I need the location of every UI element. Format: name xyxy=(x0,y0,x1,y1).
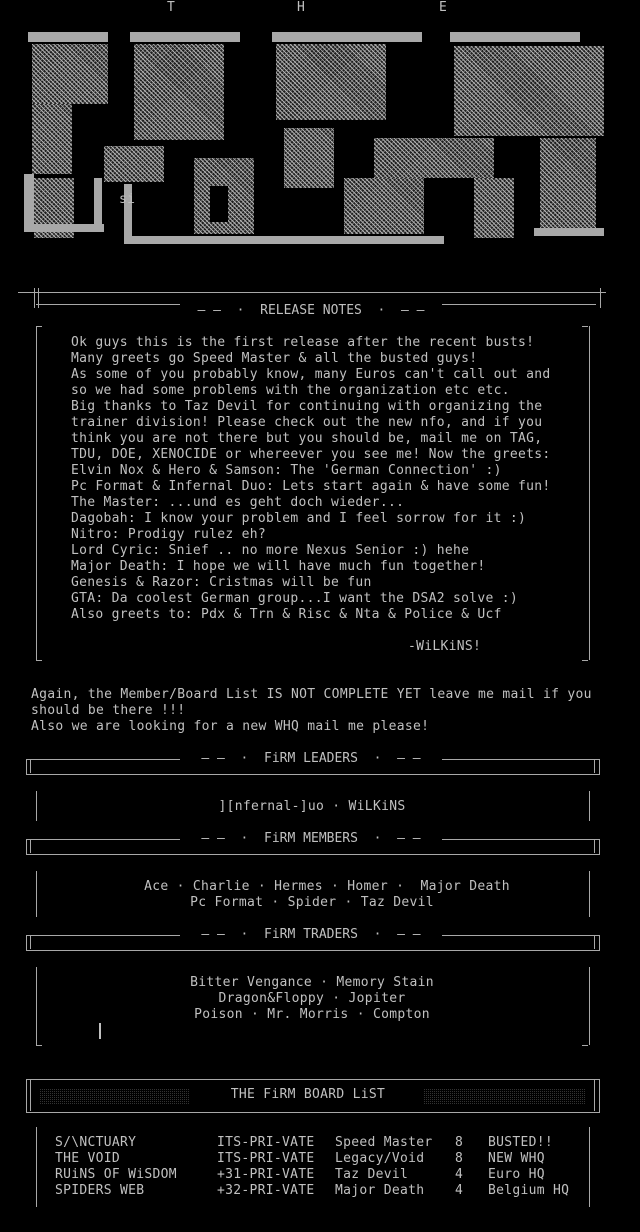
title-letter-t: T xyxy=(167,0,176,15)
notice-line-2: should be there !!! xyxy=(31,703,186,718)
note-line: Nitro: Prodigy rulez eh? xyxy=(71,527,267,542)
release-notes-text xyxy=(71,335,550,623)
logo-fragment: si xyxy=(119,192,136,207)
release-header-rule xyxy=(18,292,606,293)
note-line: Dagobah: I know your problem and I feel sorrow for it :) xyxy=(71,511,527,526)
leaders-line: ][nfernal-]uo · WiLKiNS xyxy=(218,799,406,814)
note-line: think you are not there but you should be, mail me on TAG, xyxy=(71,431,543,446)
note-line: Elvin Nox & Hero & Samson: The 'German Connection' :) xyxy=(71,463,502,478)
release-notes-header: — — · RELEASE NOTES · — — xyxy=(180,303,442,319)
board-list-bar-right xyxy=(424,1088,586,1104)
signature: -WiLKiNS! xyxy=(408,639,482,654)
note-line: Genesis & Razor: Cristmas will be fun xyxy=(71,575,372,590)
notice-line-1: Again, the Member/Board List IS NOT COMPLETE YET leave me mail if you xyxy=(31,687,592,702)
note-line: Ok guys this is the first release after the recent busts! xyxy=(71,335,535,350)
members-line-1: Ace · Charlie · Hermes · Homer · Major Death xyxy=(144,879,510,894)
note-line: Many greets go Speed Master & all the busted guys! xyxy=(71,351,478,366)
note-line: The Master: ...und es geht doch wieder... xyxy=(71,495,405,510)
note-line: so we had some problems with the organization etc etc. xyxy=(71,383,510,398)
note-line: As some of you probably know, many Euros can't call out and xyxy=(71,367,551,382)
note-line: trainer division! Please check out the new nfo, and if you xyxy=(71,415,543,430)
note-line: Also greets to: Pdx & Trn & Risc & Nta & Police & Ucf xyxy=(71,607,502,622)
board-list-header: THE FiRM BOARD LiST xyxy=(230,1087,386,1102)
members-line-2: Pc Format · Spider · Taz Devil xyxy=(190,895,434,910)
note-line: Lord Cyric: Snief .. no more Nexus Senior :) hehe xyxy=(71,543,470,558)
traders-line-3: Poison · Mr. Morris · Compton xyxy=(194,1007,430,1022)
text-cursor xyxy=(99,1023,101,1039)
traders-header: — — · FiRM TRADERS · — — xyxy=(180,927,442,943)
title-letter-h: H xyxy=(297,0,306,15)
leaders-header: — — · FiRM LEADERS · — — xyxy=(180,751,442,767)
note-line: Major Death: I hope we will have much fun together! xyxy=(71,559,486,574)
members-header: — — · FiRM MEMBERS · — — xyxy=(180,831,442,847)
traders-line-1: Bitter Vengance · Memory Stain xyxy=(190,975,434,990)
note-line: Big thanks to Taz Devil for continuing with organizing the xyxy=(71,399,543,414)
note-line: Pc Format & Infernal Duo: Lets start again & have some fun! xyxy=(71,479,551,494)
note-line: TDU, DOE, XENOCIDE or whereever you see me! Now the greets: xyxy=(71,447,551,462)
note-line: GTA: Da coolest German group...I want the DSA2 solve :) xyxy=(71,591,518,606)
board-list-bar-left xyxy=(40,1088,190,1104)
title-letter-e: E xyxy=(439,0,448,15)
notice-line-3: Also we are looking for a new WHQ mail me please! xyxy=(31,719,430,734)
traders-line-2: Dragon&Floppy · Jopiter xyxy=(218,991,406,1006)
firm-logo xyxy=(14,28,614,258)
